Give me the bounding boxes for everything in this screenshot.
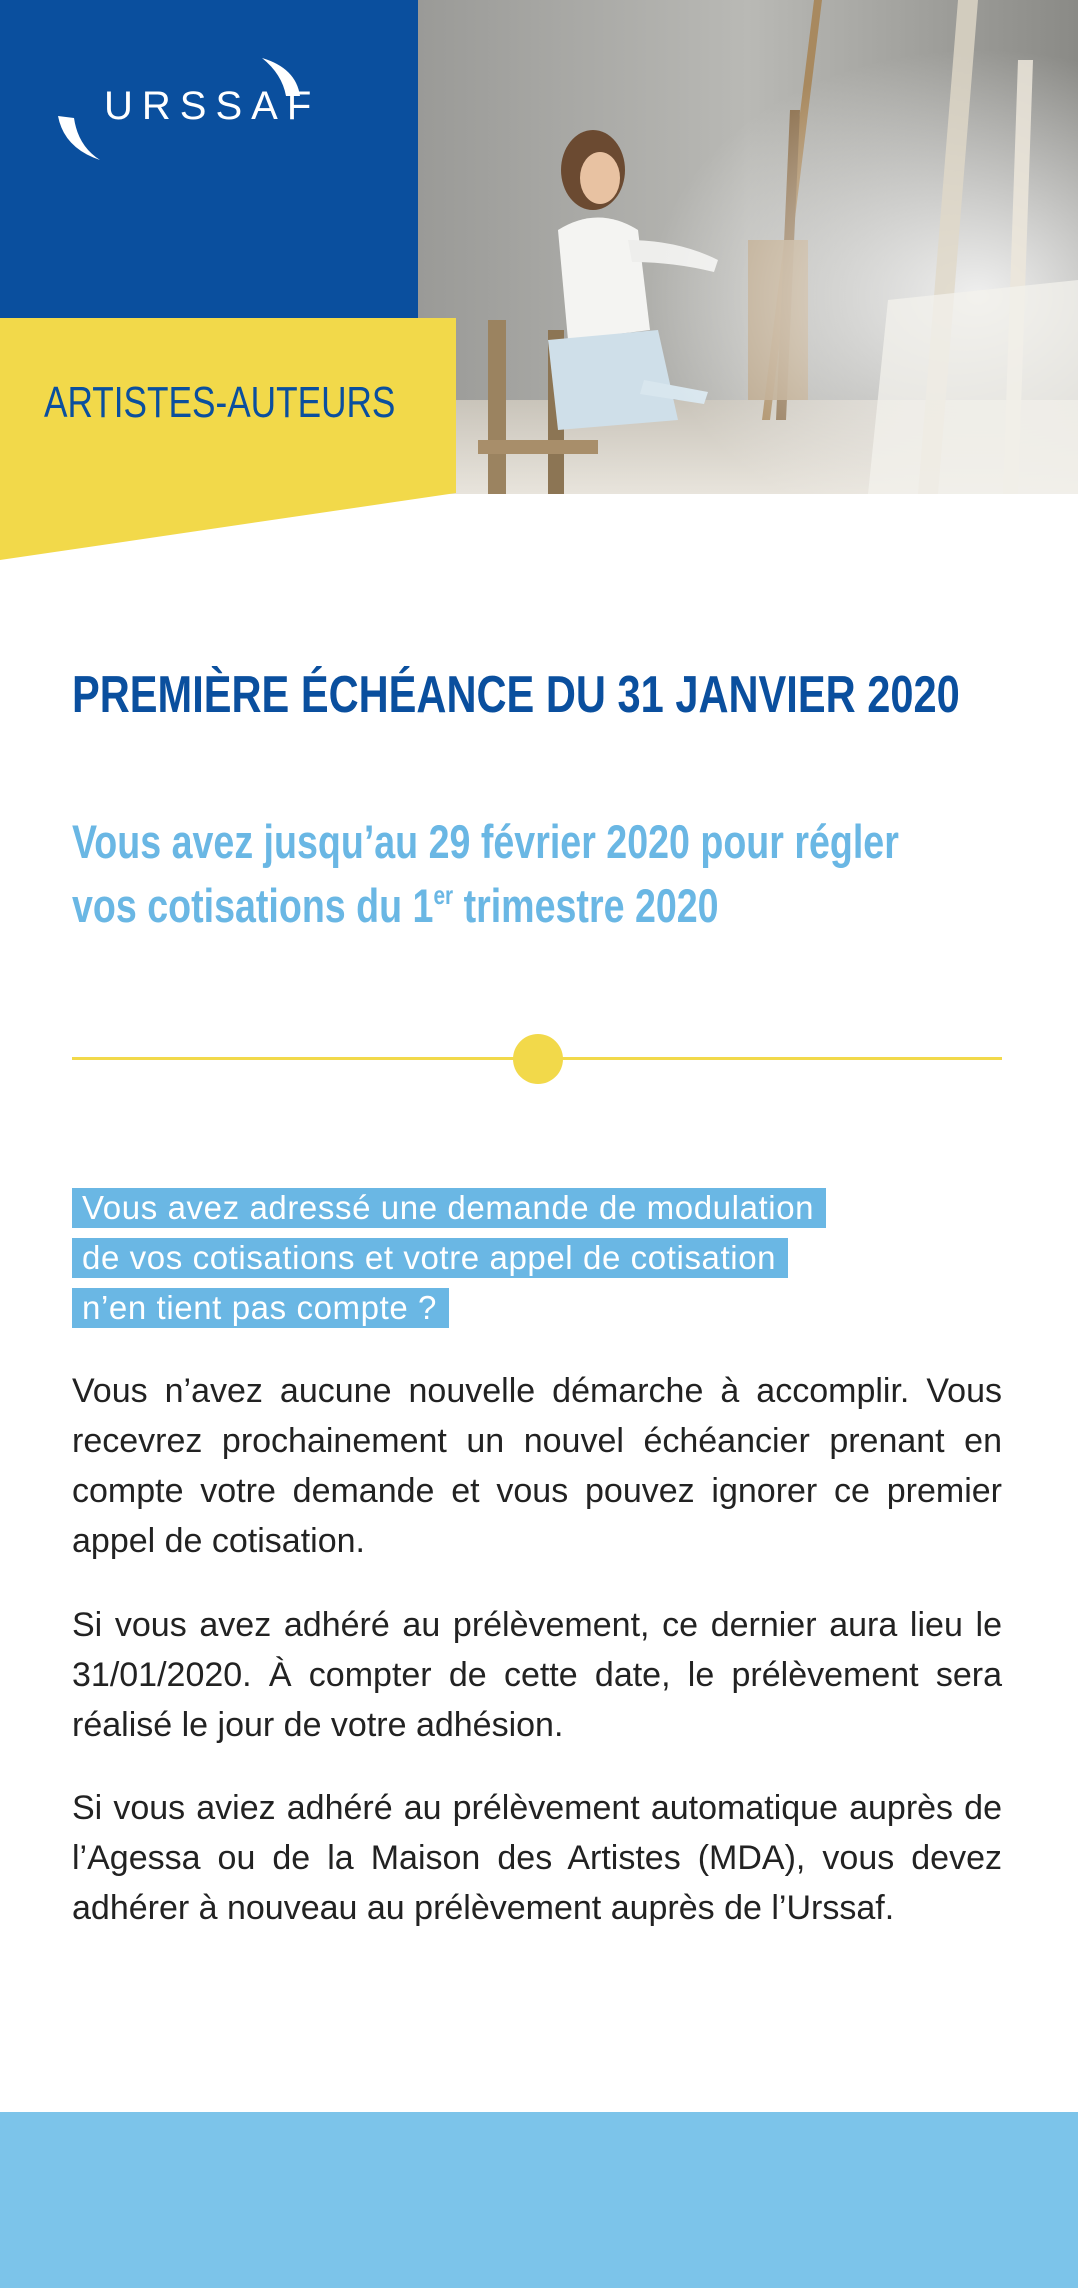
urssaf-logo xyxy=(56,56,366,166)
footer-band xyxy=(0,2112,1078,2288)
header-banner xyxy=(0,0,1078,560)
artist-painting-photo xyxy=(418,0,1078,494)
section-divider xyxy=(72,1034,1002,1084)
logo-text: URSSAF xyxy=(104,84,321,128)
category-banner xyxy=(0,318,456,560)
ordinal-suffix: er xyxy=(433,880,454,910)
body-paragraph: Si vous aviez adhéré au prélèvement automatique auprès de l’Agessa ou de la Maison des Artistes (MDA), vous devez adhérer à nouveau au prélèvement auprès de l’Urssaf. xyxy=(72,1789,1002,1927)
highlight-line: Vous avez adressé une demande de modulation xyxy=(72,1188,826,1228)
page-subtitle xyxy=(72,810,968,938)
highlight-line: de vos cotisations et votre appel de cotisation xyxy=(72,1238,788,1278)
highlight-question xyxy=(72,1188,1012,1338)
body-paragraph: Si vous avez adhéré au prélèvement, ce dernier aura lieu le 31/01/2020. À compter de cette date, le prélèvement sera réalisé le jour de votre adhésion. xyxy=(72,1606,1002,1744)
subtitle-line: Vous avez jusqu’au 29 février 2020 pour régler xyxy=(72,815,899,868)
subtitle-text: vos cotisations du 1 xyxy=(72,879,434,932)
body-paragraph: Vous n’avez aucune nouvelle démarche à accomplir. Vous recevrez prochainement un nouvel échéancier prenant en compte votre demande et vous pouvez ignorer ce premier appel de cotisation. xyxy=(72,1372,1002,1560)
category-label: ARTISTES-AUTEURS xyxy=(44,378,396,427)
page-title: PREMIÈRE ÉCHÉANCE DU 31 JANVIER 2020 xyxy=(72,666,960,724)
divider-dot-icon xyxy=(513,1034,563,1084)
highlight-line: n’en tient pas compte ? xyxy=(72,1288,449,1328)
subtitle-line xyxy=(72,874,968,938)
subtitle-text: trimestre 2020 xyxy=(453,879,719,932)
